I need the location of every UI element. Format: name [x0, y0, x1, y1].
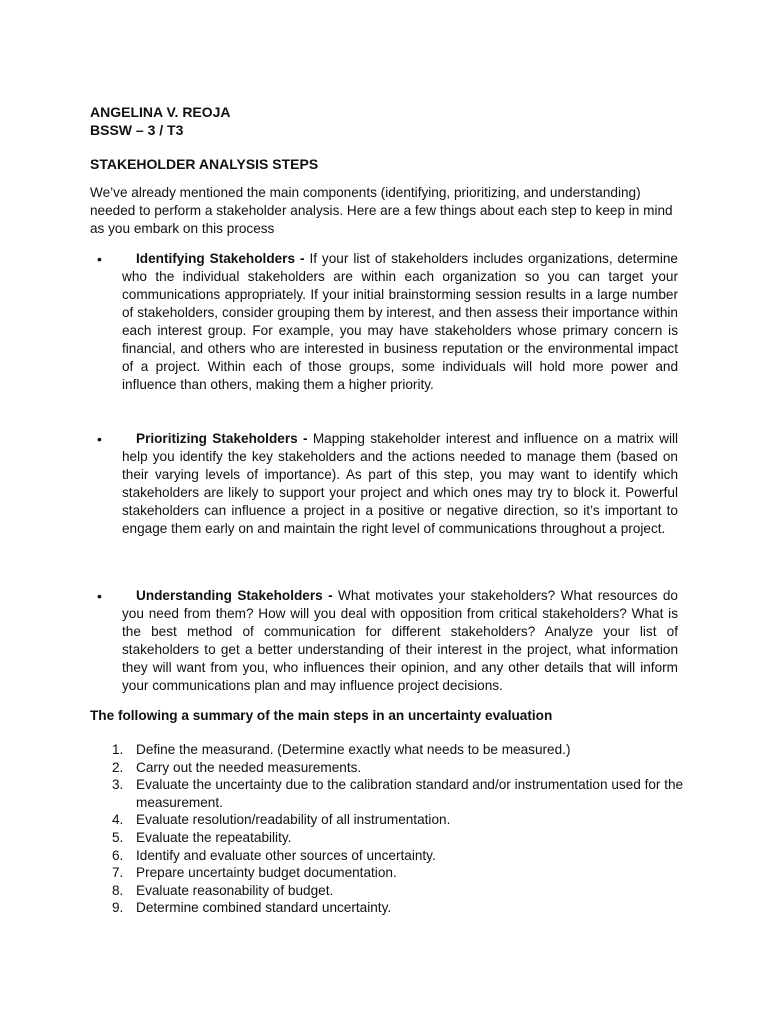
list-item [90, 864, 690, 882]
steps-list [90, 741, 690, 917]
step-number: 3. [112, 777, 124, 793]
bullet-heading: Understanding Stakeholders - [136, 588, 339, 603]
list-item [90, 741, 690, 759]
step-text: Evaluate the repeatability. [136, 829, 292, 845]
list-item [90, 847, 690, 865]
step-text: Define the measurand. (Determine exactly what needs to be measured.) [136, 742, 571, 757]
bullet-paragraph [122, 250, 678, 394]
list-item [90, 829, 690, 847]
bullet-paragraph [122, 430, 678, 538]
bullet-marker: • [97, 431, 102, 447]
list-item [90, 776, 690, 811]
step-number: 1. [112, 742, 124, 757]
bullet-marker: • [97, 588, 102, 604]
author-name: ANGELINA V. REOJA [90, 104, 231, 120]
page-title: STAKEHOLDER ANALYSIS STEPS [90, 156, 319, 172]
step-number: 7. [112, 865, 124, 881]
intro-paragraph: We’ve already mentioned the main components (identifying, prioritizing, and understanding) needed to perform a stakeholder analysis. Here are a few things about each step to keep in mind as you embark on this process [90, 185, 673, 236]
bullet-marker: • [97, 251, 102, 267]
step-number: 2. [112, 759, 124, 775]
step-text: Evaluate resolution/readability of all instrumentation. [136, 812, 451, 828]
list-item [90, 811, 690, 829]
bullet-body: What motivates your stakeholders? What resources do you need from them? How will you deal with opposition from critical stakeholders? What is the best method of communication for different stakeholders? Analyze your list of stakeholders to get a better understanding of their interest in the project, what information they will want from you, who influences their opinion, and any other details that will inform your communications plan and may influence project decisions. [122, 588, 678, 693]
course-section: BSSW – 3 / T3 [90, 122, 184, 138]
step-text: Identify and evaluate other sources of uncertainty. [136, 847, 436, 863]
step-number: 4. [112, 812, 124, 828]
bullet-heading: Prioritizing Stakeholders - [136, 431, 313, 446]
bullet-paragraph [122, 587, 678, 695]
step-text: Prepare uncertainty budget documentation. [136, 865, 397, 881]
step-text: Evaluate the uncertainty due to the calibration standard and/or instrumentation used for the measurement. [136, 777, 684, 810]
list-item [90, 899, 690, 917]
step-text: Evaluate reasonability of budget. [136, 882, 334, 898]
step-number: 5. [112, 829, 124, 845]
bullet-body: Mapping stakeholder interest and influence on a matrix will help you identify the key stakeholders and the actions needed to manage them (based on their varying levels of importance). As part of this step, you may want to identify which stakeholders are likely to support your project and which ones may try to block it. Powerful stakeholders can influence a project in a positive or negative direction, so it’s important to engage them early on and maintain the right level of communications throughout a project. [122, 431, 679, 536]
step-text: Carry out the needed measurements. [136, 759, 362, 775]
bullet-heading: Identifying Stakeholders - [136, 251, 310, 266]
step-number: 6. [112, 847, 124, 863]
step-number: 8. [112, 882, 124, 898]
list-item [90, 882, 690, 900]
step-text: Determine combined standard uncertainty. [136, 900, 392, 916]
bullet-body: If your list of stakeholders includes organizations, determine who the individual stakeholders are within each organization so you can target your communications appropriately. If your initial brainstorming session results in a large number of stakeholders, consider grouping them by interest, and then assess their importance within each interest group. For example, you may have stakeholders whose primary concern is financial, and others who are interested in business reputation or the environmental impact of a project. Within each of those groups, some individuals will hold more power and influence than others, making them a higher priority. [122, 251, 678, 392]
summary-heading: The following a summary of the main steps in an uncertainty evaluation [90, 708, 553, 723]
step-number: 9. [112, 900, 124, 916]
list-item [90, 759, 690, 777]
